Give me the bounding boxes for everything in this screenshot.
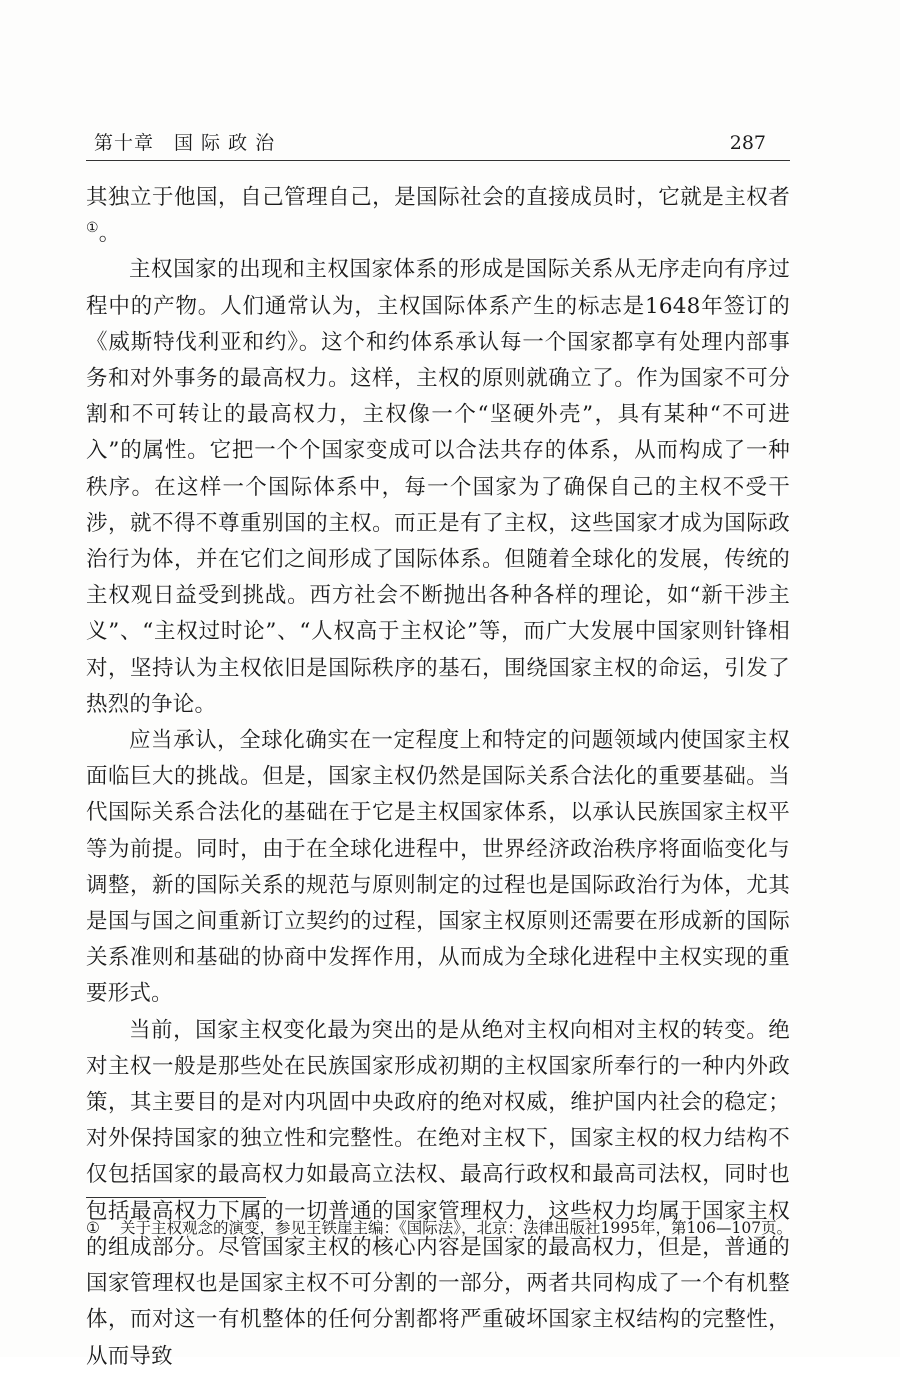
- footnote-reference: ①: [86, 220, 99, 237]
- footnote: [86, 1216, 802, 1240]
- paragraph: 当前，国家主权变化最为突出的是从绝对主权向相对主权的转变。绝对主权一般是那些处在民族国家形成初期的主权国家所奉行的一种内外政策，其主要目的是对内巩固中央政府的绝对权威，维护国内社会的稳定；对外保持国家的独立性和完整性。在绝对主权下，国家主权的权力结构不仅包括国家的最高权力如最高立法权、最高行政权和最高司法权，同时也包括最高权力下属的一切普通的国家管理权力，这些权力均属于国家主权的组成部分。尽管国家主权的核心内容是国家的最高权力，但是，普通的国家管理权也是国家主权不可分割的一部分，两者共同构成了一个有机整体，而对这一有机整体的任何分割都将严重破坏国家主权结构的完整性，从而导致: [86, 1017, 790, 1369]
- paragraph-continued: 其独立于他国，自己管理自己，是国际社会的直接成员时，它就是主权者①。: [86, 185, 790, 247]
- body-text: [86, 180, 793, 1375]
- running-header: [86, 128, 790, 158]
- paragraph-text: 其独立于他国，自己管理自己，是国际社会的直接成员时，它就是主权者: [86, 185, 790, 210]
- paragraph: 主权国家的出现和主权国家体系的形成是国际关系从无序走向有序过程中的产物。人们通常认为，主权国际体系产生的标志是1648年签订的《威斯特伐利亚和约》。这个和约体系承认每一个国家都享有处理内部事务和对外事务的最高权力。这样，主权的原则就确立了。作为国家不可分割和不可转让的最高权力，主权像一个“坚硬外壳”，具有某种“不可进入”的属性。它把一个个国家变成可以合法共存的体系，从而构成了一种秩序。在这样一个国际体系中，每一个国家为了确保自己的主权不受干涉，就不得不尊重别国的主权。而正是有了主权，这些国家才成为国际政治行为体，并在它们之间形成了国际体系。但随着全球化的发展，传统的主权观日益受到挑战。西方社会不断抛出各种各样的理论，如“新干涉主义”、“主权过时论”、“人权高于主权论”等，而广大发展中国家则针锋相对，坚持认为主权依旧是国际秩序的基石，围绕国家主权的命运，引发了热烈的争论。: [86, 257, 790, 717]
- header-rule: [86, 160, 790, 161]
- footnote-rule: [86, 1197, 266, 1198]
- paragraph: 应当承认，全球化确实在一定程度上和特定的问题领域内使国家主权面临巨大的挑战。但是，国家主权仍然是国际关系合法化的重要基础。当代国际关系合法化的基础在于它是主权国家体系，以承认民族国家主权平等为前提。同时，由于在全球化进程中，世界经济政治秩序将面临变化与调整，新的国际关系的规范与原则制定的过程也是国际政治行为体，尤其是国与国之间重新订立契约的过程，国家主权原则还需要在形成新的国际关系准则和基础的协商中发挥作用，从而成为全球化进程中主权实现的重要形式。: [86, 728, 790, 1007]
- footnote-marker: ①: [86, 1219, 100, 1237]
- page-number: 287: [729, 132, 766, 154]
- chapter-title: 第十章 国 际 政 治: [94, 132, 276, 154]
- footnote-text: 关于主权观念的演变，参见王铁崖主编：《国际法》，北京：法律出版社1995年，第106—107页。: [120, 1219, 793, 1237]
